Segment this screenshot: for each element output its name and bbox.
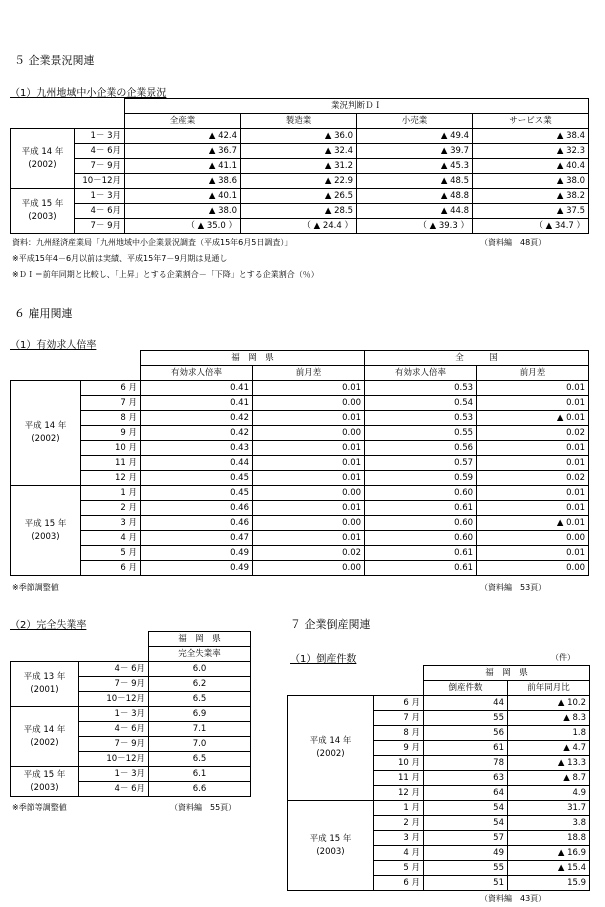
table-row: 7－ 9月 6.2 xyxy=(11,677,251,692)
column-header: 有効求人倍率 xyxy=(141,366,253,381)
table-row: 12 月 0.45 0.01 0.59 0.02 xyxy=(11,471,589,486)
table-row: 3 月 0.46 0.00 0.60 ▲ 0.01 xyxy=(11,516,589,531)
period-label: 平成 14 年 (2002) xyxy=(288,696,374,801)
job-ratio-subtitle: （1）有効求人倍率 xyxy=(10,340,97,351)
fukuoka-header: 福 岡 県 xyxy=(141,351,365,366)
column-header: 倒産件数 xyxy=(424,681,508,696)
table-row: 10 月 0.43 0.01 0.56 0.01 xyxy=(11,441,589,456)
table-row: 平成 14 年 (2002) 1－ 3月 ▲ 42.4 ▲ 36.0 ▲ 49.4 ▲ 38.4 xyxy=(11,129,589,144)
table-row: 5 月 55 ▲ 15.4 xyxy=(288,861,590,876)
unemployment-table xyxy=(10,631,251,797)
table-row: 3 月 57 18.8 xyxy=(288,831,590,846)
bankruptcy-table xyxy=(287,665,590,891)
table-row: 平成 15 年 (2003) 1－ 3月 ▲ 40.1 ▲ 26.5 ▲ 48.8 ▲ 38.2 xyxy=(11,189,589,204)
period-label: 平成 14 年 (2002) xyxy=(11,707,79,767)
footnote: ※季節等調整値 xyxy=(12,803,67,812)
table-row: 10－12月 6.5 xyxy=(11,692,251,707)
column-header: サービス業 xyxy=(473,114,589,129)
table-row: 12 月 64 4.9 xyxy=(288,786,590,801)
column-header: 前月差 xyxy=(253,366,365,381)
table-row: 4－ 6月 7.1 xyxy=(11,722,251,737)
table-row: 平成 15 年 (2003) 1－ 3月 6.1 xyxy=(11,767,251,782)
national-header: 全 国 xyxy=(365,351,589,366)
table-row: 平成 13 年 (2001) 4－ 6月 6.0 xyxy=(11,662,251,677)
job-offer-ratio-table xyxy=(10,350,589,576)
table-row: 11 月 63 ▲ 8.7 xyxy=(288,771,590,786)
table-row: 10－12月 6.5 xyxy=(11,752,251,767)
column-header: 製造業 xyxy=(241,114,357,129)
column-header: 前年同月比 xyxy=(508,681,590,696)
column-header: 前月差 xyxy=(477,366,589,381)
table-row: 7－ 9月 ▲ 41.1 ▲ 31.2 ▲ 45.3 ▲ 40.4 xyxy=(11,159,589,174)
column-header: 全産業 xyxy=(125,114,241,129)
table-row: 4－ 6月 ▲ 38.0 ▲ 28.5 ▲ 44.8 ▲ 37.5 xyxy=(11,204,589,219)
table-row: 平成 14 年 (2002) 1－ 3月 6.9 xyxy=(11,707,251,722)
table-row: 7－ 9月 7.0 xyxy=(11,737,251,752)
column-header: 完全失業率 xyxy=(149,647,251,662)
table-row: 10 月 78 ▲ 13.3 xyxy=(288,756,590,771)
source-note: 資料：九州経済産業局「九州地域中小企業景況調査（平成15年6月5日調査）」 xyxy=(12,238,293,247)
table-row: 9 月 0.42 0.00 0.55 0.02 xyxy=(11,426,589,441)
table-row: 5 月 0.49 0.02 0.61 0.01 xyxy=(11,546,589,561)
source-ref: （資料編 48頁） xyxy=(480,238,547,247)
period-label: 平成 15 年 (2003) xyxy=(288,801,374,891)
table-row: 2 月 54 3.8 xyxy=(288,816,590,831)
table-row: 平成 14 年 (2002) 6 月 0.41 0.01 0.53 0.01 xyxy=(11,381,589,396)
table-row: 平成 15 年 (2003) 1 月 54 31.7 xyxy=(288,801,590,816)
table-row: 8 月 56 1.8 xyxy=(288,726,590,741)
table-row: 10－12月 ▲ 38.6 ▲ 22.9 ▲ 48.5 ▲ 38.0 xyxy=(11,174,589,189)
period-label: 平成 15 年 (2003) xyxy=(11,486,81,576)
column-header: 有効求人倍率 xyxy=(365,366,477,381)
unit-label: （件） xyxy=(551,653,575,662)
business-conditions-table xyxy=(10,98,589,234)
section7-title: ７ 企業倒産関連 xyxy=(290,618,371,631)
table-row: 2 月 0.46 0.01 0.61 0.01 xyxy=(11,501,589,516)
fukuoka-header: 福 岡 県 xyxy=(424,666,590,681)
fukuoka-header: 福 岡 県 xyxy=(149,632,251,647)
table-row: 4 月 49 ▲ 16.9 xyxy=(288,846,590,861)
section5-title: ５ 企業景況関連 xyxy=(14,54,95,67)
bankruptcy-subtitle: （1）倒産件数 xyxy=(290,654,357,665)
source-ref: （資料編 53頁） xyxy=(480,583,547,592)
table-row: 7 月 0.41 0.00 0.54 0.01 xyxy=(11,396,589,411)
period-label: 平成 15 年 (2003) xyxy=(11,189,75,234)
table-row: 6 月 0.49 0.00 0.61 0.00 xyxy=(11,561,589,576)
table-row: 8 月 0.42 0.01 0.53 ▲ 0.01 xyxy=(11,411,589,426)
period-label: 平成 15 年 (2003) xyxy=(11,767,79,797)
table-row: 4 月 0.47 0.01 0.60 0.00 xyxy=(11,531,589,546)
section6-title: ６ 雇用関連 xyxy=(14,307,73,320)
footnote: ※ＤＩ＝前年同期と比較し、「上昇」とする企業割合－「下降」とする企業割合（％） xyxy=(12,270,319,279)
table-row: 6 月 51 15.9 xyxy=(288,876,590,891)
footnote: ※季節調整値 xyxy=(12,583,59,592)
footnote: ※平成15年4－6月以前は実績、平成15年7－9月期は見通し xyxy=(12,254,228,263)
column-header: 小売業 xyxy=(357,114,473,129)
period-label: 平成 14 年 (2002) xyxy=(11,381,81,486)
di-header: 業況判断ＤＩ xyxy=(125,99,589,114)
table-row: 4－ 6月 6.6 xyxy=(11,782,251,797)
table-row: 4－ 6月 ▲ 36.7 ▲ 32.4 ▲ 39.7 ▲ 32.3 xyxy=(11,144,589,159)
source-ref: （資料編 55頁） xyxy=(170,803,237,812)
period-label: 平成 14 年 (2002) xyxy=(11,129,75,189)
source-ref: （資料編 43頁） xyxy=(480,894,547,903)
table-row: 7 月 55 ▲ 8.3 xyxy=(288,711,590,726)
table-row: 平成 14 年 (2002) 6 月 44 ▲ 10.2 xyxy=(288,696,590,711)
table-row: 平成 15 年 (2003) 1 月 0.45 0.00 0.60 0.01 xyxy=(11,486,589,501)
unemployment-subtitle: （2）完全失業率 xyxy=(10,620,87,631)
period-label: 平成 13 年 (2001) xyxy=(11,662,79,707)
section5-subtitle: （1）九州地域中小企業の企業景況 xyxy=(10,88,167,99)
table-row: 11 月 0.44 0.01 0.57 0.01 xyxy=(11,456,589,471)
table-row: 7－ 9月 （ ▲ 35.0 ） （ ▲ 24.4 ） （ ▲ 39.3 ） （ ▲ 34.7 ） xyxy=(11,219,589,234)
table-row: 9 月 61 ▲ 4.7 xyxy=(288,741,590,756)
